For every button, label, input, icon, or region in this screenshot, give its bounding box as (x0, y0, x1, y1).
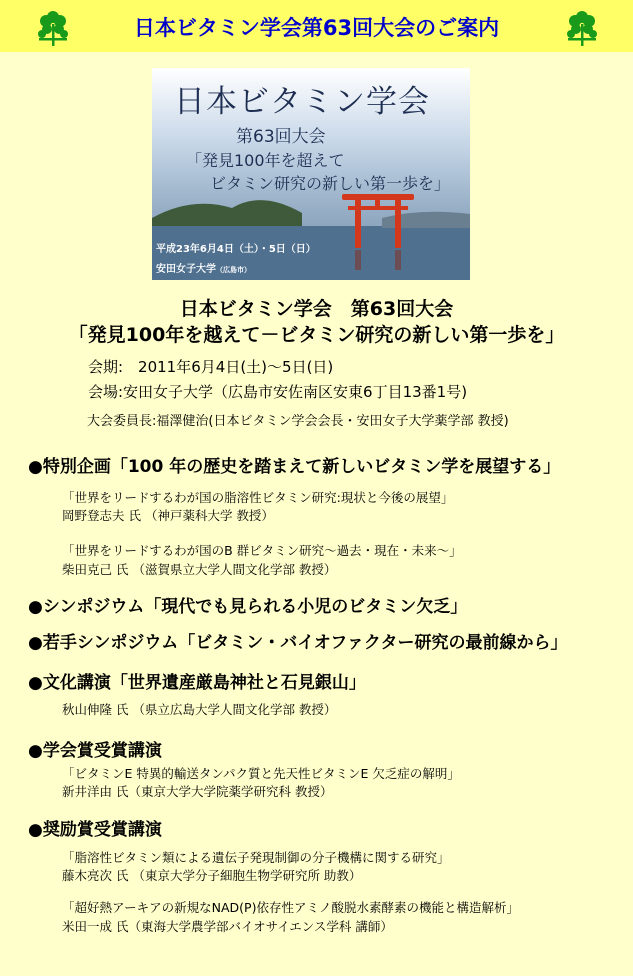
clover-icon (562, 8, 602, 48)
special-talk2-title: 「世界をリードするわが国のB 群ビタミン研究～過去・現在・未来～」 (62, 543, 462, 558)
special-talk2-speaker: 柴田克己 氏 （滋賀県立大学人間文化学部 教授） (62, 562, 337, 577)
section-society-award-heading: ●学会賞受賞講演 (28, 741, 162, 761)
special-talk1-speaker: 岡野登志夫 氏 （神戸薬科大学 教授） (62, 508, 274, 523)
main-title-line1: 日本ビタミン学会 第63回大会 (179, 298, 454, 320)
society-award-speaker: 新井洋由 氏（東京大学大学院薬学研究科 教授） (62, 784, 333, 799)
section-culture-heading: ●文化講演「世界遺産厳島神社と石見銀山」 (28, 673, 366, 693)
poster-venue-city: （広島市） (216, 266, 251, 274)
section-young-symposium-heading: ●若手シンポジウム「ビタミン・バイオファクター研究の最前線から」 (28, 633, 568, 653)
poster-title: 日本ビタミン学会 (174, 84, 430, 120)
section-symposium-heading: ●シンポジウム「現代でも見られる小児のビタミン欠乏」 (28, 597, 468, 617)
poster-theme-line2: ビタミン研究の新しい第一歩を」 (210, 174, 451, 193)
main-title-line2: 「発見100年を越えて－ビタミン研究の新しい第一歩を」 (68, 324, 565, 346)
section-special-heading: ●特別企画「100 年の歴史を踏まえて新しいビタミン学を展望する」 (28, 457, 561, 477)
special-talk1-title: 「世界をリードするわが国の脂溶性ビタミン研究:現状と今後の展望」 (62, 490, 454, 505)
encouragement-talk1-speaker: 藤木亮次 氏 （東京大学分子細胞生物学研究所 助教） (62, 868, 362, 883)
header-bar (0, 0, 633, 52)
poster-date: 平成23年6月4日（土）・5日（日） (156, 244, 316, 255)
society-award-title: 「ビタミンE 特異的輸送タンパク質と先天性ビタミンE 欠乏症の解明」 (62, 766, 460, 781)
conference-chair: 大会委員長:福澤健治(日本ビタミン学会会長・安田女子大学薬学部 教授) (87, 414, 509, 429)
poster-subtitle: 第63回大会 (236, 127, 326, 147)
conference-poster (152, 68, 470, 280)
encouragement-talk2-title: 「超好熱アーキアの新規なNAD(P)依存性アミノ酸脱水素酵素の機能と構造解析」 (62, 900, 519, 915)
section-encouragement-award-heading: ●奨励賞受賞講演 (28, 820, 162, 840)
conference-venue: 会場:安田女子大学（広島市安佐南区安東6丁目13番1号) (88, 383, 468, 401)
conference-period: 会期: 2011年6月4日(土)～5日(日) (88, 358, 334, 376)
culture-speaker: 秋山伸隆 氏 （県立広島大学人間文化学部 教授） (62, 702, 337, 717)
poster-venue (156, 260, 251, 275)
encouragement-talk2-speaker: 米田一成 氏（東海大学農学部バイオサイエンス学科 講師） (62, 919, 393, 934)
page-title: 日本ビタミン学会第63回大会のご案内 (133, 16, 500, 40)
encouragement-talk1-title: 「脂溶性ビタミン類による遺伝子発現制御の分子機構に関する研究」 (62, 850, 450, 865)
poster-venue-name: 安田女子大学 (156, 264, 216, 275)
poster-theme-line1: 「発見100年を超えて (186, 151, 345, 170)
